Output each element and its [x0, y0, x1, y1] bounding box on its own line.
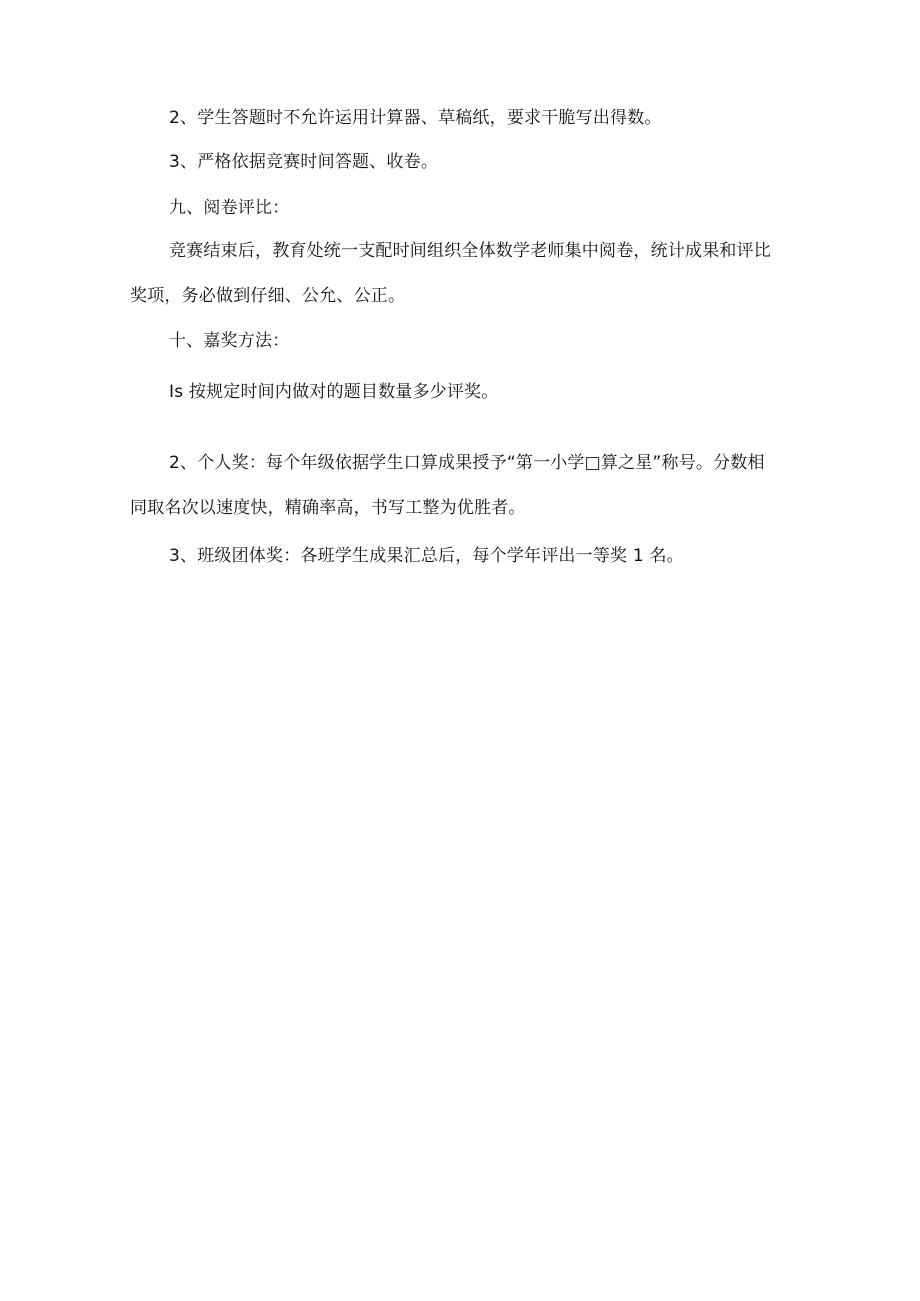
grading-paragraph-line-2: 奖项，务必做到仔细、公允、公正。	[130, 286, 406, 306]
section-heading-grading: 九、阅卷评比：	[169, 198, 290, 218]
reward-rule-2-line-2: 同取名次以速度快，精确率高，书写工整为优胜者。	[130, 498, 526, 518]
reward-rule-1: Is 按规定时间内做对的题目数量多少评奖。	[169, 382, 499, 402]
reward-rule-3: 3、班级团体奖：各班学生成果汇总后，每个学年评出一等奖 1 名。	[169, 546, 684, 566]
rule-no-calculator: 2、学生答题时不允许运用计算器、草稿纸，要求干脆写出得数。	[169, 108, 662, 128]
grading-paragraph-line-1: 竞赛结束后，教育处统一支配时间组织全体数学老师集中阅卷，统计成果和评比	[169, 241, 771, 261]
rule-time-limit: 3、严格依据竞赛时间答题、收卷。	[169, 152, 439, 172]
section-heading-rewards: 十、嘉奖方法：	[169, 331, 290, 351]
reward-rule-2-line-1: 2、个人奖：每个年级依据学生口算成果授予“第一小学□算之星”称号。分数相	[169, 453, 765, 473]
